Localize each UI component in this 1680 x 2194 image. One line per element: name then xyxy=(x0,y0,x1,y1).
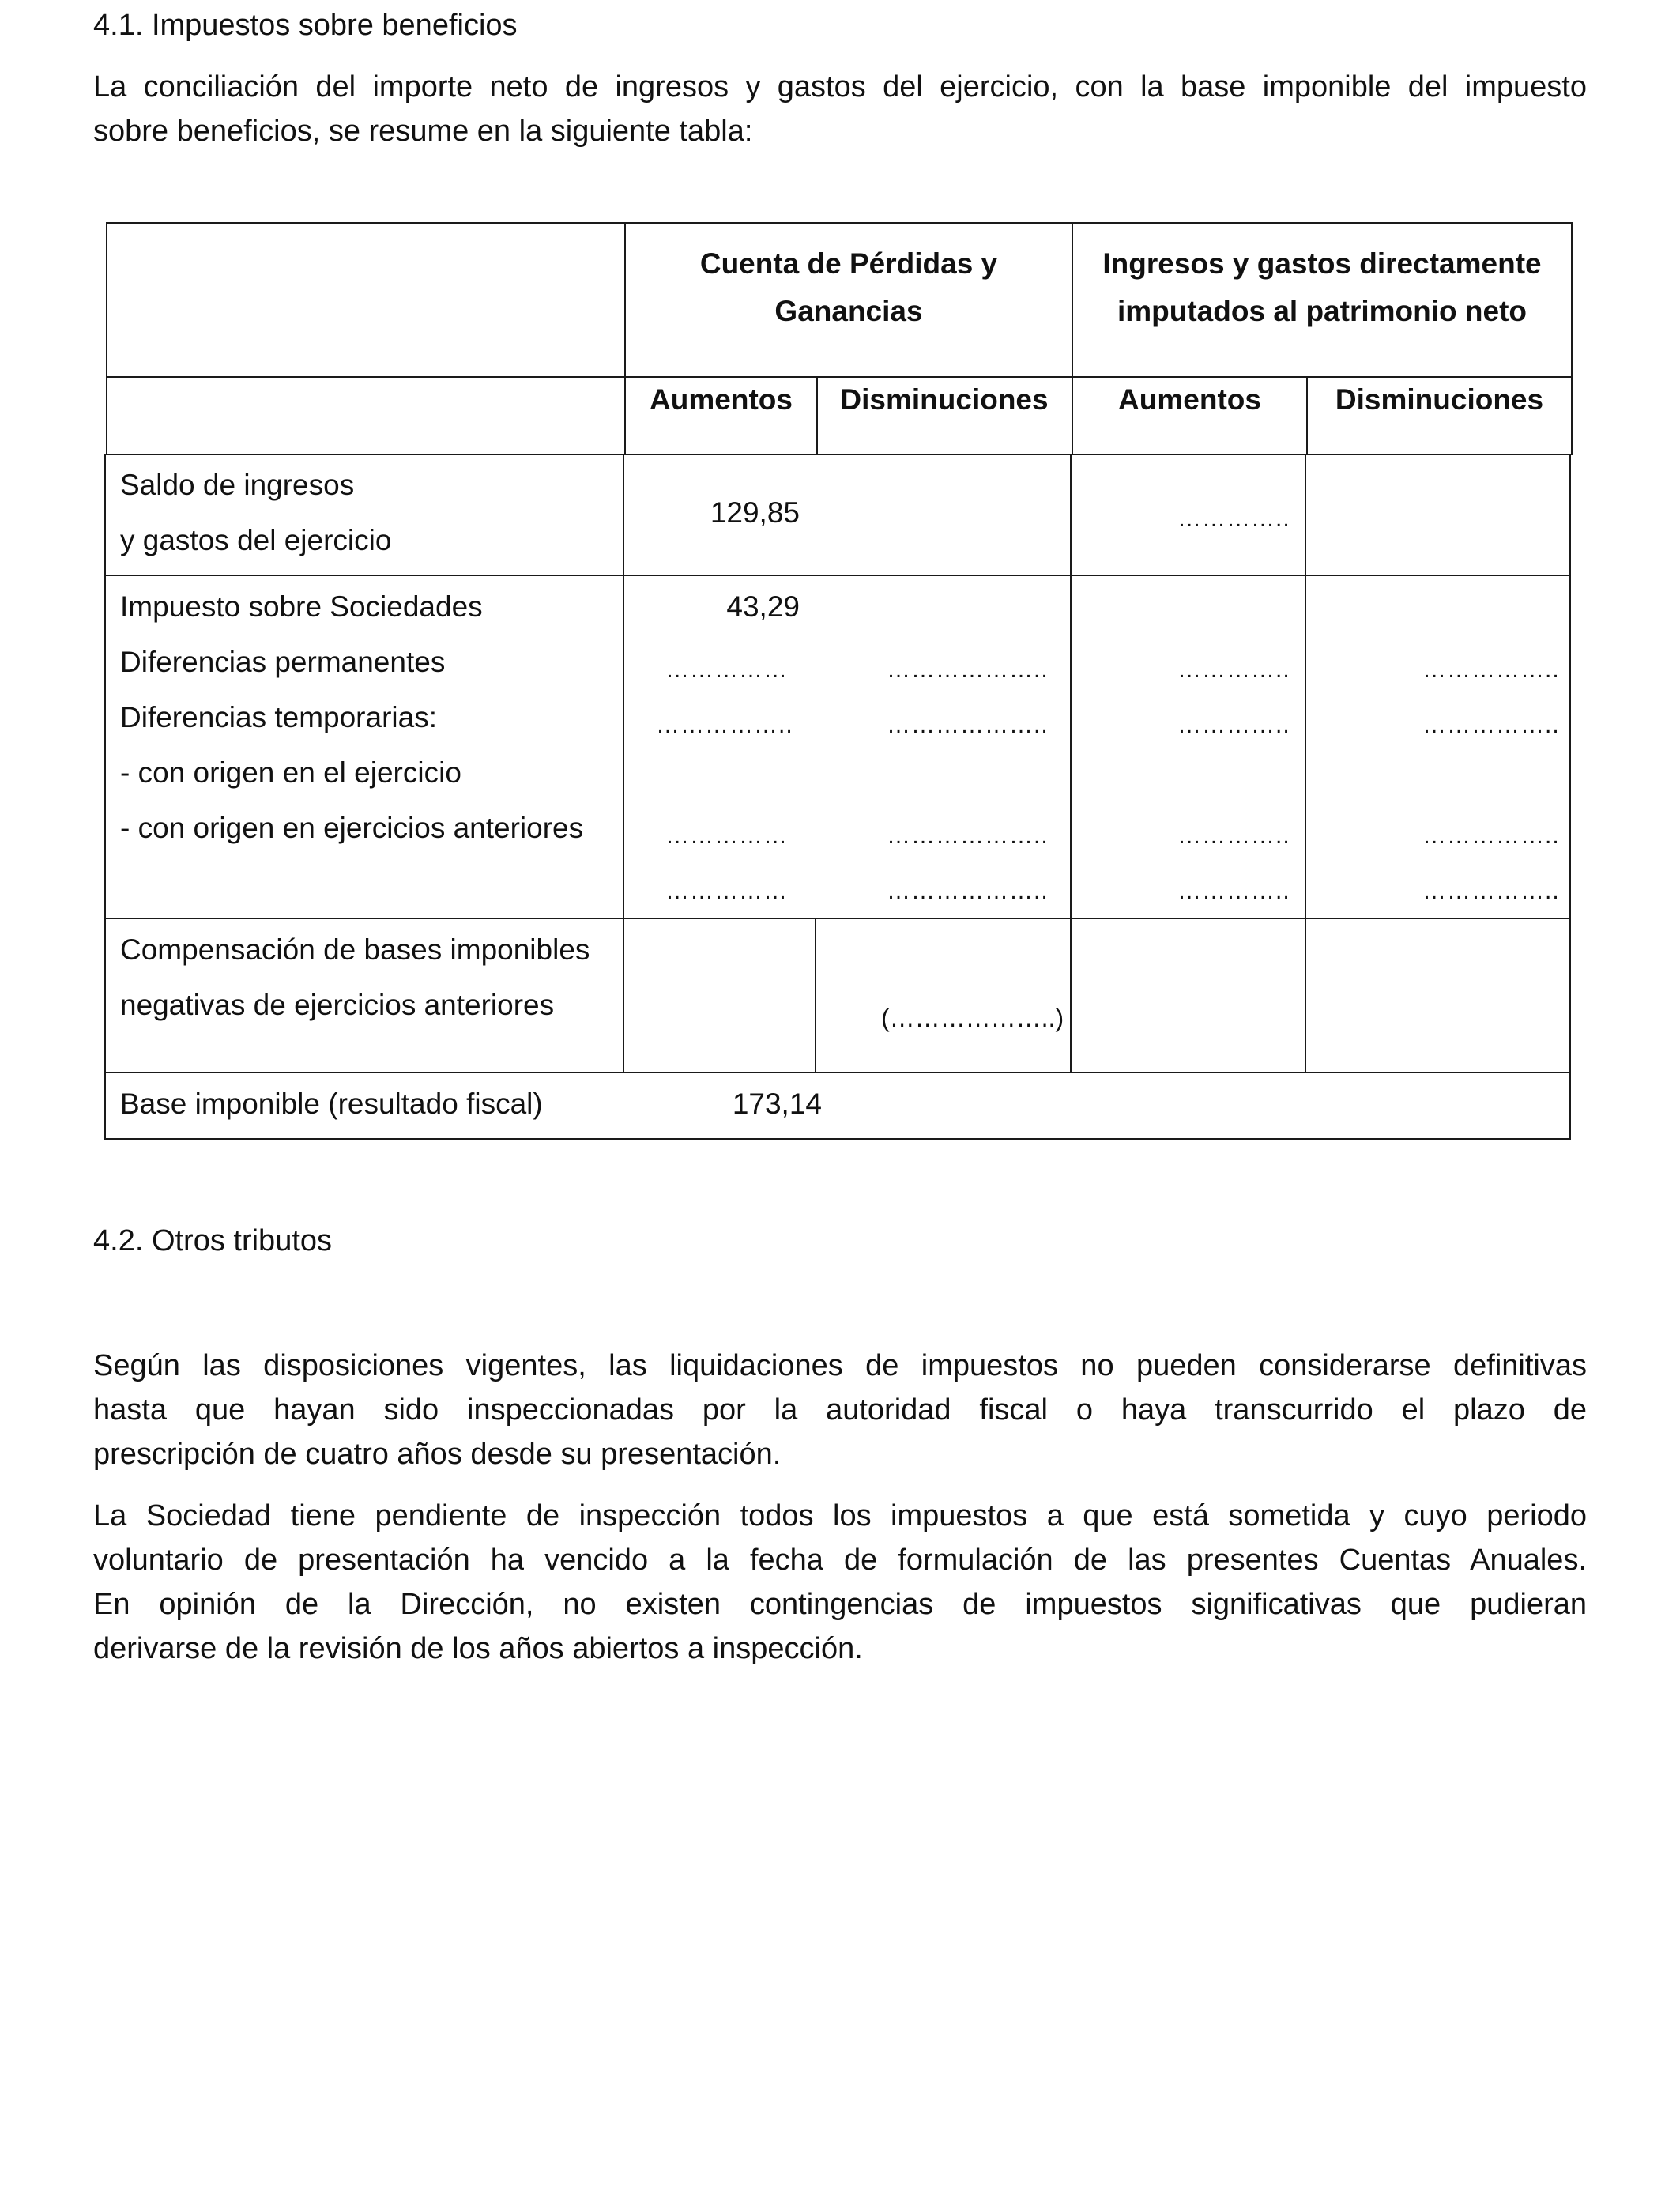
paragraph-2-line-2: voluntario de presentación ha vencido a la fecha de formulación de las presentes Cuentas Anuales. xyxy=(93,1544,1587,1577)
base-imponible-value: 173,14 xyxy=(732,1088,822,1120)
table-line xyxy=(623,455,624,1073)
table-line xyxy=(1070,455,1072,1073)
placeholder-dots: ………….. xyxy=(1177,823,1290,849)
placeholder-dots: ……………….. xyxy=(887,657,1049,683)
impuesto-aumentos-value: 43,29 xyxy=(726,590,800,623)
paragraph-2-line-1: La Sociedad tiene pendiente de inspección todos los impuestos a que está sometida y cuyo periodo xyxy=(93,1499,1587,1532)
placeholder-dots: ……………….. xyxy=(887,712,1049,738)
header-pn-line-2: imputados al patrimonio neto xyxy=(1117,295,1527,327)
row-label-compensacion-line-2: negativas de ejercicios anteriores xyxy=(120,989,555,1021)
placeholder-dots: ………….. xyxy=(1177,657,1290,683)
placeholder-dots: …………… xyxy=(665,878,788,904)
row-label-diferencias-permanentes: Diferencias permanentes xyxy=(120,646,446,678)
col-header-pn-aumentos: Aumentos xyxy=(1118,383,1261,416)
table-line xyxy=(106,222,1573,224)
row-label-origen-ejercicio: - con origen en el ejercicio xyxy=(120,756,461,789)
paragraph-2-line-4: derivarse de la revisión de los años abiertos a inspección. xyxy=(93,1632,863,1665)
paragraph-1-line-1: Según las disposiciones vigentes, las liquidaciones de impuestos no pueden considerarse definitivas xyxy=(93,1349,1587,1382)
placeholder-dots: ………….. xyxy=(1177,878,1290,904)
row-label-saldo-line-2: y gastos del ejercicio xyxy=(120,524,392,556)
placeholder-dots: …………….. xyxy=(1422,823,1560,849)
row-label-saldo-line-1: Saldo de ingresos xyxy=(120,469,355,501)
table-line xyxy=(104,575,1571,576)
saldo-aumentos-value: 129,85 xyxy=(710,496,800,529)
row-label-base-imponible: Base imponible (resultado fiscal) xyxy=(120,1088,543,1120)
table-line xyxy=(104,1138,1571,1140)
row-label-diferencias-temporarias: Diferencias temporarias: xyxy=(120,701,437,733)
table-line xyxy=(106,222,107,455)
placeholder-dots: …………….. xyxy=(1422,712,1560,738)
row-label-impuesto: Impuesto sobre Sociedades xyxy=(120,590,483,623)
paragraph-1-line-3: prescripción de cuatro años desde su presentación. xyxy=(93,1438,782,1471)
header-pyg-line-1: Cuenta de Pérdidas y xyxy=(699,247,998,280)
section-heading-4-1: 4.1. Impuestos sobre beneficios xyxy=(93,9,518,42)
header-pn-line-1: Ingresos y gastos directamente xyxy=(1102,247,1542,280)
placeholder-dots: ……………….. xyxy=(887,823,1049,849)
saldo-pn-aumentos-placeholder: ………….. xyxy=(1177,506,1290,532)
header-pyg-line-2: Ganancias xyxy=(774,295,923,327)
table-line xyxy=(1571,222,1573,455)
col-header-pyg-disminuciones: Disminuciones xyxy=(840,383,1049,416)
row-label-compensacion-line-1: Compensación de bases imponibles xyxy=(120,933,590,966)
paragraph-2-line-3: En opinión de la Dirección, no existen contingencias de impuestos significativas que pudieran xyxy=(93,1588,1587,1621)
table-line xyxy=(104,454,1573,455)
section-heading-4-2: 4.2. Otros tributos xyxy=(93,1224,333,1257)
table-line xyxy=(106,376,1573,378)
row-label-origen-anteriores: - con origen en ejercicios anteriores xyxy=(120,812,584,844)
compensacion-disminuciones-placeholder: (………………..) xyxy=(881,1004,1064,1032)
table-line xyxy=(104,455,106,1140)
table-line xyxy=(104,918,1571,919)
intro-line-2: sobre beneficios, se resume en la siguiente tabla: xyxy=(93,115,753,148)
table-line xyxy=(104,1072,1571,1073)
col-header-pyg-aumentos: Aumentos xyxy=(650,383,793,416)
placeholder-dots: ………….. xyxy=(1177,712,1290,738)
placeholder-dots: …………….. xyxy=(1422,657,1560,683)
placeholder-dots: ……………….. xyxy=(887,878,1049,904)
placeholder-dots: …………….. xyxy=(1422,878,1560,904)
col-header-pn-disminuciones: Disminuciones xyxy=(1335,383,1544,416)
intro-line-1: La conciliación del importe neto de ingresos y gastos del ejercicio, con la base imponible del impuesto xyxy=(93,70,1587,104)
table-line xyxy=(815,918,816,1073)
placeholder-dots: …………… xyxy=(665,657,788,683)
table-line xyxy=(1305,455,1306,1073)
paragraph-1-line-2: hasta que hayan sido inspeccionadas por la autoridad fiscal o haya transcurrido el plazo de xyxy=(93,1393,1587,1427)
placeholder-dots: …………… xyxy=(665,823,788,849)
placeholder-dots: …………….. xyxy=(656,712,793,738)
table-line xyxy=(1569,455,1571,1140)
